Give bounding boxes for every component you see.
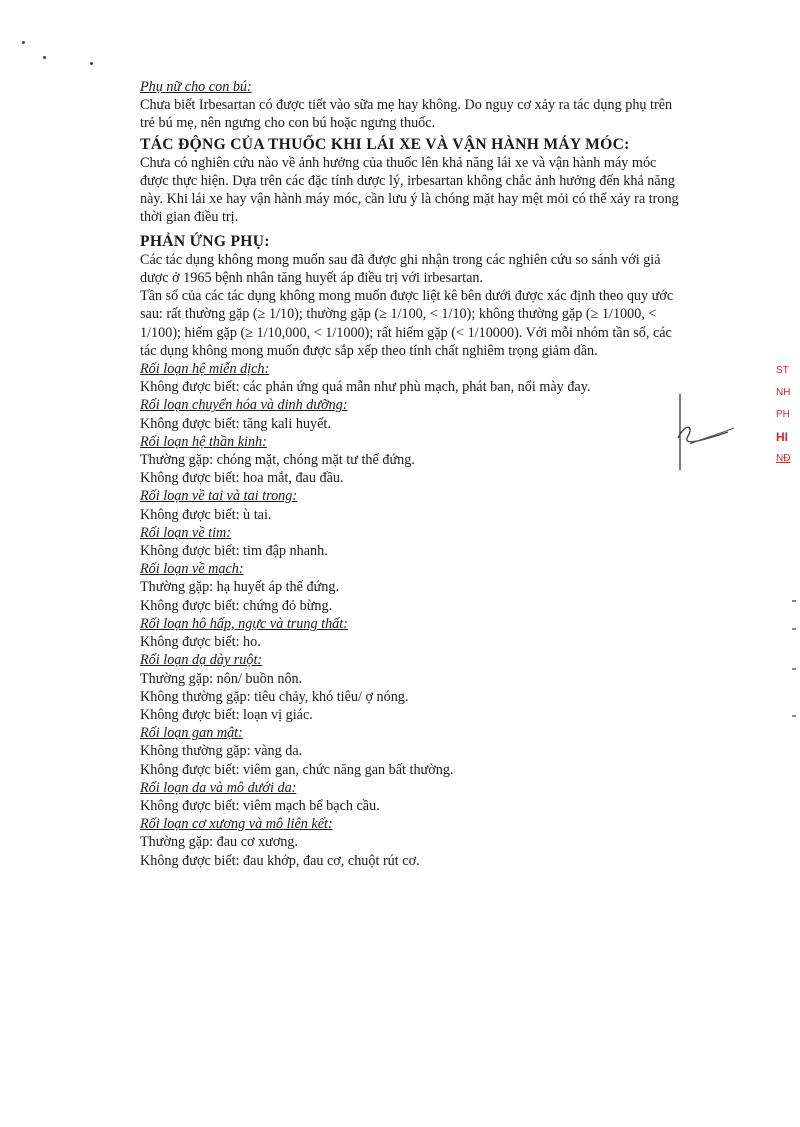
subsection-heading: Rối loạn cơ xương và mô liên kết:	[140, 816, 333, 833]
section-heading: PHẢN ỨNG PHỤ:	[140, 232, 270, 250]
subsection-heading: Rối loạn da và mô dưới da:	[140, 779, 297, 796]
section-heading: TÁC ĐỘNG CỦA THUỐC KHI LÁI XE VÀ VẬN HÀNH MÁY MÓC:	[140, 135, 630, 153]
scan-edge-mark	[792, 668, 796, 670]
scan-edge-mark	[792, 600, 796, 602]
red-stamp-fragment	[776, 360, 800, 510]
subsection-heading: Rối loạn về mạch:	[140, 561, 244, 578]
document-body	[140, 78, 680, 870]
signature-mark	[668, 392, 738, 472]
list-item: Không được biết: viêm gan, chức năng gan bất thường.	[140, 761, 454, 778]
scan-speck	[90, 62, 93, 65]
scan-edge-mark	[792, 715, 796, 717]
stamp-line: HI	[776, 430, 788, 444]
scan-speck	[43, 56, 46, 59]
list-item: Không được biết: chứng đỏ bừng.	[140, 597, 333, 614]
stamp-line: ST	[776, 365, 789, 376]
list-item: Không được biết: tim đập nhanh.	[140, 543, 328, 560]
list-item: Không thường gặp: tiêu chảy, khó tiêu/ ợ nóng.	[140, 688, 409, 705]
stamp-line: NĐ	[776, 453, 791, 464]
scan-edge-mark	[792, 628, 796, 630]
stamp-line: PH	[776, 409, 790, 420]
list-item: Không được biết: tăng kali huyết.	[140, 415, 331, 432]
subsection-heading: Phụ nữ cho con bú:	[140, 79, 252, 95]
list-item: Không được biết: viêm mạch bể bạch cầu.	[140, 797, 380, 814]
subsection-heading: Rối loạn gan mật:	[140, 725, 243, 742]
subsection-heading: Rối loạn chuyển hóa và dinh dưỡng:	[140, 397, 348, 414]
subsection-heading: Rối loạn dạ dày ruột:	[140, 652, 263, 669]
subsection-heading: Rối loạn về tim:	[140, 524, 232, 541]
list-item: Không được biết: ù tai.	[140, 506, 272, 523]
paragraph: Các tác dụng không mong muốn sau đã được ghi nhận trong các nghiên cứu so sánh với giả dược ở 1965 bệnh nhân tăng huyết áp điều trị với irbesartan.	[140, 251, 661, 287]
subsection-heading: Rối loạn hô hấp, ngực và trung thất:	[140, 615, 348, 632]
list-item: Thường gặp: chóng mặt, chóng mặt tư thế đứng.	[140, 452, 415, 469]
list-item: Không được biết: đau khớp, đau cơ, chuột rút cơ.	[140, 852, 420, 869]
list-item: Không thường gặp: vàng da.	[140, 743, 303, 760]
paragraph: Tần số của các tác dụng không mong muốn được liệt kê bên dưới được xác định theo quy ước sau: rất thường gặp (≥ 1/10); thường gặp (≥ 1/100, < 1/10); không thường gặp (≥ 1/1000, < 1/100); hiếm gặp (≥ 1/10,000, < 1/1000); rất hiếm gặp (< 1/10000). Với mỗi nhóm tần số, các tác dụng không mong muốn được sắp xếp theo tính chất nghiêm trọng giảm dần.	[140, 288, 674, 359]
list-item: Không được biết: loạn vị giác.	[140, 706, 313, 723]
list-item: Không được biết: hoa mắt, đau đầu.	[140, 470, 344, 487]
list-item: Không được biết: các phản ứng quá mẫn như phù mạch, phát ban, nổi mày đay.	[140, 379, 591, 396]
list-item: Không được biết: ho.	[140, 634, 261, 651]
subsection-heading: Rối loạn hệ miễn dịch:	[140, 361, 270, 378]
paragraph: Chưa có nghiên cứu nào về ảnh hưởng của thuốc lên khả năng lái xe và vận hành máy móc được thực hiện. Dựa trên các đặc tính dược lý, irbesartan không chắc ảnh hưởng đến khả năng này. Khi lái xe hay vận hành máy móc, cần lưu ý là chóng mặt hay mệt mỏi có thể xảy ra trong thời gian điều trị.	[140, 154, 679, 226]
paragraph: Chưa biết Irbesartan có được tiết vào sữa mẹ hay không. Do nguy cơ xảy ra tác dụng phụ trên trẻ bú mẹ, nên ngưng cho con bú hoặc ngưng thuốc.	[140, 97, 673, 132]
subsection-heading: Rối loạn về tai và tai trong:	[140, 488, 298, 505]
scan-speck	[22, 41, 25, 44]
list-item: Thường gặp: hạ huyết áp thế đứng.	[140, 579, 339, 596]
list-item: Thường gặp: đau cơ xương.	[140, 834, 299, 851]
list-item: Thường gặp: nôn/ buồn nôn.	[140, 670, 303, 687]
subsection-heading: Rối loạn hệ thần kinh:	[140, 433, 267, 450]
stamp-line: NH	[776, 387, 791, 398]
